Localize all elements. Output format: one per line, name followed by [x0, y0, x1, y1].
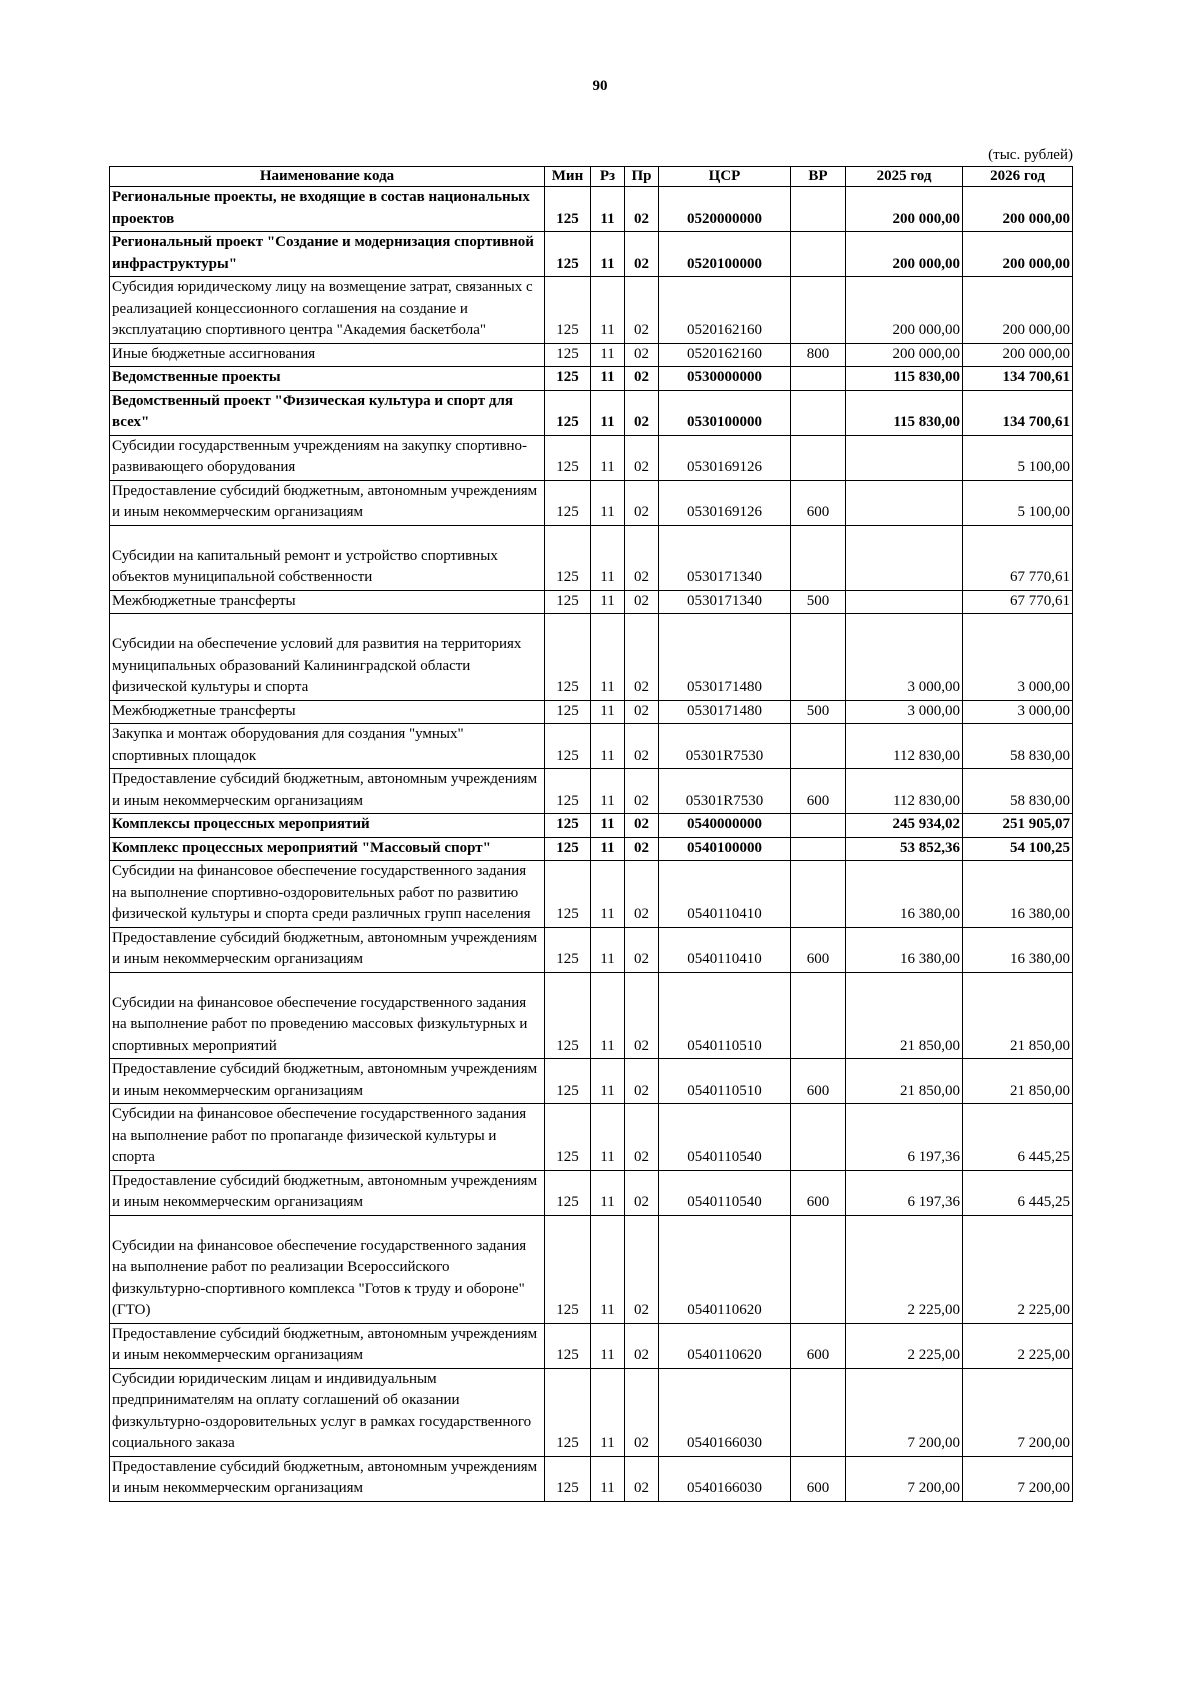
cell-rz: 11 — [591, 343, 625, 367]
cell-csr: 0530171340 — [659, 590, 791, 614]
cell-2026: 251 905,07 — [963, 814, 1073, 838]
cell-pr: 02 — [625, 187, 659, 232]
cell-rz: 11 — [591, 1215, 625, 1323]
header-2025: 2025 год — [846, 167, 963, 187]
cell-2026: 134 700,61 — [963, 367, 1073, 391]
cell-rz: 11 — [591, 1368, 625, 1456]
cell-2026: 2 225,00 — [963, 1323, 1073, 1368]
table-row — [110, 1323, 1073, 1368]
cell-2025 — [846, 525, 963, 590]
cell-csr: 0530100000 — [659, 390, 791, 435]
cell-rz: 11 — [591, 1456, 625, 1501]
cell-2026: 21 850,00 — [963, 972, 1073, 1059]
cell-pr: 02 — [625, 1104, 659, 1171]
cell-2025 — [846, 480, 963, 525]
cell-name: Региональный проект "Создание и модернизация спортивной инфраструктуры" — [110, 232, 545, 277]
cell-2026: 58 830,00 — [963, 724, 1073, 769]
cell-min: 125 — [545, 367, 591, 391]
cell-vr: 500 — [791, 700, 846, 724]
table-row — [110, 480, 1073, 525]
cell-vr: 600 — [791, 1059, 846, 1104]
cell-pr: 02 — [625, 861, 659, 928]
cell-name: Субсидии на финансовое обеспечение государственного задания на выполнение работ по пропаганде физической культуры и спорта — [110, 1104, 545, 1171]
cell-rz: 11 — [591, 1323, 625, 1368]
cell-min: 125 — [545, 837, 591, 861]
cell-2025: 3 000,00 — [846, 614, 963, 701]
cell-name: Субсидии на обеспечение условий для развития на территориях муниципальных образований Калининградской области физической культуры и спорта — [110, 614, 545, 701]
cell-2025 — [846, 590, 963, 614]
cell-pr: 02 — [625, 525, 659, 590]
cell-2026: 5 100,00 — [963, 480, 1073, 525]
cell-name: Предоставление субсидий бюджетным, автономным учреждениям и иным некоммерческим организациям — [110, 480, 545, 525]
cell-csr: 0520000000 — [659, 187, 791, 232]
cell-name: Субсидия юридическому лицу на возмещение затрат, связанных с реализацией концессионного соглашения на создание и эксплуатацию спортивного центра "Академия баскетбола" — [110, 277, 545, 344]
cell-2025: 115 830,00 — [846, 390, 963, 435]
cell-min: 125 — [545, 861, 591, 928]
cell-2026: 21 850,00 — [963, 1059, 1073, 1104]
cell-pr: 02 — [625, 232, 659, 277]
cell-2025: 200 000,00 — [846, 232, 963, 277]
cell-2025: 200 000,00 — [846, 343, 963, 367]
header-pr: Пр — [625, 167, 659, 187]
table-row — [110, 277, 1073, 344]
cell-name: Ведомственные проекты — [110, 367, 545, 391]
cell-rz: 11 — [591, 1059, 625, 1104]
cell-rz: 11 — [591, 769, 625, 814]
cell-2026: 3 000,00 — [963, 700, 1073, 724]
cell-pr: 02 — [625, 814, 659, 838]
cell-csr: 05301R7530 — [659, 769, 791, 814]
cell-vr — [791, 972, 846, 1059]
cell-rz: 11 — [591, 814, 625, 838]
cell-min: 125 — [545, 435, 591, 480]
cell-rz: 11 — [591, 277, 625, 344]
cell-2025: 200 000,00 — [846, 277, 963, 344]
cell-min: 125 — [545, 814, 591, 838]
cell-vr: 600 — [791, 927, 846, 972]
cell-2025: 112 830,00 — [846, 724, 963, 769]
cell-2026: 200 000,00 — [963, 232, 1073, 277]
cell-vr: 600 — [791, 769, 846, 814]
cell-name: Субсидии на финансовое обеспечение государственного задания на выполнение спортивно-оздоровительных работ по развитию физической культуры и спорта среди различных групп населения — [110, 861, 545, 928]
units-label: (тыс. рублей) — [988, 147, 1073, 163]
cell-rz: 11 — [591, 390, 625, 435]
cell-csr: 0540110620 — [659, 1215, 791, 1323]
cell-min: 125 — [545, 277, 591, 344]
table-row — [110, 1059, 1073, 1104]
cell-csr: 0530000000 — [659, 367, 791, 391]
table-row — [110, 1368, 1073, 1456]
cell-min: 125 — [545, 769, 591, 814]
cell-csr: 0530169126 — [659, 435, 791, 480]
cell-2025: 21 850,00 — [846, 1059, 963, 1104]
cell-vr — [791, 724, 846, 769]
cell-min: 125 — [545, 1170, 591, 1215]
cell-2026: 58 830,00 — [963, 769, 1073, 814]
cell-2026: 134 700,61 — [963, 390, 1073, 435]
cell-vr: 600 — [791, 1323, 846, 1368]
table-header-row — [110, 167, 1073, 187]
cell-2026: 6 445,25 — [963, 1104, 1073, 1171]
cell-pr: 02 — [625, 1456, 659, 1501]
table-row — [110, 927, 1073, 972]
cell-csr: 0540100000 — [659, 837, 791, 861]
cell-pr: 02 — [625, 724, 659, 769]
cell-2026: 5 100,00 — [963, 435, 1073, 480]
cell-min: 125 — [545, 187, 591, 232]
cell-vr — [791, 1368, 846, 1456]
cell-name: Субсидии на капитальный ремонт и устройство спортивных объектов муниципальной собственности — [110, 525, 545, 590]
cell-pr: 02 — [625, 1323, 659, 1368]
cell-vr — [791, 861, 846, 928]
cell-vr: 600 — [791, 480, 846, 525]
cell-name: Субсидии государственным учреждениям на закупку спортивно-развивающего оборудования — [110, 435, 545, 480]
cell-name: Предоставление субсидий бюджетным, автономным учреждениям и иным некоммерческим организациям — [110, 1456, 545, 1501]
header-rz: Рз — [591, 167, 625, 187]
table-row — [110, 390, 1073, 435]
cell-csr: 0530171340 — [659, 525, 791, 590]
cell-min: 125 — [545, 927, 591, 972]
cell-2026: 16 380,00 — [963, 927, 1073, 972]
cell-name: Закупка и монтаж оборудования для создания "умных" спортивных площадок — [110, 724, 545, 769]
cell-vr — [791, 814, 846, 838]
cell-csr: 0520162160 — [659, 343, 791, 367]
cell-2025: 2 225,00 — [846, 1215, 963, 1323]
cell-2026: 6 445,25 — [963, 1170, 1073, 1215]
table-row — [110, 1104, 1073, 1171]
page-number: 90 — [592, 78, 608, 94]
header-vr: ВР — [791, 167, 846, 187]
table-row — [110, 724, 1073, 769]
table-row — [110, 343, 1073, 367]
budget-table — [109, 166, 1073, 1502]
cell-csr: 0540110620 — [659, 1323, 791, 1368]
cell-name: Предоставление субсидий бюджетным, автономным учреждениям и иным некоммерческим организациям — [110, 927, 545, 972]
cell-vr — [791, 1215, 846, 1323]
cell-name: Субсидии на финансовое обеспечение государственного задания на выполнение работ по реализации Всероссийского физкультурно-спортивного комплекса "Готов к труду и обороне" (ГТО) — [110, 1215, 545, 1323]
cell-2025: 2 225,00 — [846, 1323, 963, 1368]
cell-rz: 11 — [591, 1104, 625, 1171]
header-2026: 2026 год — [963, 167, 1073, 187]
cell-min: 125 — [545, 343, 591, 367]
table-row — [110, 1215, 1073, 1323]
cell-pr: 02 — [625, 1215, 659, 1323]
cell-2025: 21 850,00 — [846, 972, 963, 1059]
cell-vr — [791, 435, 846, 480]
cell-csr: 0540110510 — [659, 1059, 791, 1104]
table-row — [110, 837, 1073, 861]
cell-2026: 7 200,00 — [963, 1368, 1073, 1456]
cell-vr — [791, 614, 846, 701]
cell-name: Предоставление субсидий бюджетным, автономным учреждениям и иным некоммерческим организациям — [110, 1059, 545, 1104]
cell-min: 125 — [545, 972, 591, 1059]
table-row — [110, 525, 1073, 590]
cell-csr: 0530171480 — [659, 614, 791, 701]
cell-vr: 500 — [791, 590, 846, 614]
cell-vr — [791, 390, 846, 435]
cell-min: 125 — [545, 1215, 591, 1323]
cell-csr: 0540166030 — [659, 1368, 791, 1456]
cell-name: Предоставление субсидий бюджетным, автономным учреждениям и иным некоммерческим организациям — [110, 1323, 545, 1368]
cell-rz: 11 — [591, 232, 625, 277]
cell-vr: 600 — [791, 1456, 846, 1501]
cell-pr: 02 — [625, 480, 659, 525]
cell-pr: 02 — [625, 435, 659, 480]
cell-2026: 200 000,00 — [963, 343, 1073, 367]
cell-pr: 02 — [625, 590, 659, 614]
header-name: Наименование кода — [110, 167, 545, 187]
table-row — [110, 700, 1073, 724]
cell-pr: 02 — [625, 367, 659, 391]
cell-pr: 02 — [625, 390, 659, 435]
cell-rz: 11 — [591, 837, 625, 861]
cell-rz: 11 — [591, 367, 625, 391]
cell-csr: 05301R7530 — [659, 724, 791, 769]
cell-name: Межбюджетные трансферты — [110, 700, 545, 724]
cell-pr: 02 — [625, 277, 659, 344]
cell-pr: 02 — [625, 1170, 659, 1215]
cell-pr: 02 — [625, 343, 659, 367]
cell-2026: 200 000,00 — [963, 277, 1073, 344]
cell-rz: 11 — [591, 614, 625, 701]
cell-2026: 3 000,00 — [963, 614, 1073, 701]
cell-name: Ведомственный проект "Физическая культура и спорт для всех" — [110, 390, 545, 435]
cell-2025: 16 380,00 — [846, 927, 963, 972]
table-row — [110, 972, 1073, 1059]
cell-name: Комплекс процессных мероприятий "Массовый спорт" — [110, 837, 545, 861]
cell-rz: 11 — [591, 1170, 625, 1215]
cell-min: 125 — [545, 232, 591, 277]
cell-pr: 02 — [625, 614, 659, 701]
cell-csr: 0540110410 — [659, 861, 791, 928]
cell-name: Предоставление субсидий бюджетным, автономным учреждениям и иным некоммерческим организациям — [110, 769, 545, 814]
cell-2025: 7 200,00 — [846, 1456, 963, 1501]
table-row — [110, 232, 1073, 277]
cell-2025: 3 000,00 — [846, 700, 963, 724]
cell-2026: 16 380,00 — [963, 861, 1073, 928]
cell-rz: 11 — [591, 927, 625, 972]
cell-min: 125 — [545, 480, 591, 525]
cell-vr — [791, 277, 846, 344]
cell-name: Межбюджетные трансферты — [110, 590, 545, 614]
cell-pr: 02 — [625, 972, 659, 1059]
cell-rz: 11 — [591, 724, 625, 769]
cell-csr: 0530169126 — [659, 480, 791, 525]
cell-csr: 0540110510 — [659, 972, 791, 1059]
cell-rz: 11 — [591, 187, 625, 232]
header-csr: ЦСР — [659, 167, 791, 187]
cell-rz: 11 — [591, 480, 625, 525]
cell-vr — [791, 187, 846, 232]
cell-min: 125 — [545, 1323, 591, 1368]
table-row — [110, 367, 1073, 391]
cell-pr: 02 — [625, 1368, 659, 1456]
cell-2025 — [846, 435, 963, 480]
cell-min: 125 — [545, 1104, 591, 1171]
cell-2025: 6 197,36 — [846, 1104, 963, 1171]
cell-rz: 11 — [591, 700, 625, 724]
table-body — [110, 187, 1073, 1502]
table-row — [110, 590, 1073, 614]
cell-rz: 11 — [591, 435, 625, 480]
cell-min: 125 — [545, 1368, 591, 1456]
cell-2025: 53 852,36 — [846, 837, 963, 861]
cell-min: 125 — [545, 700, 591, 724]
cell-2026: 54 100,25 — [963, 837, 1073, 861]
cell-name: Региональные проекты, не входящие в состав национальных проектов — [110, 187, 545, 232]
cell-name: Иные бюджетные ассигнования — [110, 343, 545, 367]
cell-2026: 2 225,00 — [963, 1215, 1073, 1323]
table-row — [110, 1170, 1073, 1215]
cell-rz: 11 — [591, 972, 625, 1059]
cell-min: 125 — [545, 614, 591, 701]
cell-csr: 0530171480 — [659, 700, 791, 724]
cell-min: 125 — [545, 390, 591, 435]
table-row — [110, 435, 1073, 480]
cell-vr — [791, 525, 846, 590]
cell-min: 125 — [545, 724, 591, 769]
cell-vr: 600 — [791, 1170, 846, 1215]
cell-rz: 11 — [591, 525, 625, 590]
cell-min: 125 — [545, 1456, 591, 1501]
cell-2026: 7 200,00 — [963, 1456, 1073, 1501]
cell-rz: 11 — [591, 861, 625, 928]
cell-2025: 16 380,00 — [846, 861, 963, 928]
cell-2025: 115 830,00 — [846, 367, 963, 391]
cell-csr: 0520162160 — [659, 277, 791, 344]
cell-2025: 200 000,00 — [846, 187, 963, 232]
cell-pr: 02 — [625, 837, 659, 861]
header-min: Мин — [545, 167, 591, 187]
cell-2025: 7 200,00 — [846, 1368, 963, 1456]
cell-2025: 112 830,00 — [846, 769, 963, 814]
cell-min: 125 — [545, 525, 591, 590]
cell-vr — [791, 837, 846, 861]
cell-csr: 0520100000 — [659, 232, 791, 277]
cell-2026: 67 770,61 — [963, 525, 1073, 590]
cell-vr — [791, 1104, 846, 1171]
cell-2025: 6 197,36 — [846, 1170, 963, 1215]
cell-csr: 0540110410 — [659, 927, 791, 972]
cell-rz: 11 — [591, 590, 625, 614]
cell-csr: 0540110540 — [659, 1170, 791, 1215]
cell-csr: 0540166030 — [659, 1456, 791, 1501]
table-row — [110, 814, 1073, 838]
cell-name: Предоставление субсидий бюджетным, автономным учреждениям и иным некоммерческим организациям — [110, 1170, 545, 1215]
cell-vr: 800 — [791, 343, 846, 367]
cell-pr: 02 — [625, 1059, 659, 1104]
cell-min: 125 — [545, 1059, 591, 1104]
table-row — [110, 614, 1073, 701]
table-row — [110, 1456, 1073, 1501]
cell-pr: 02 — [625, 927, 659, 972]
cell-pr: 02 — [625, 769, 659, 814]
table-row — [110, 861, 1073, 928]
cell-vr — [791, 232, 846, 277]
cell-csr: 0540110540 — [659, 1104, 791, 1171]
table-row — [110, 187, 1073, 232]
cell-2026: 200 000,00 — [963, 187, 1073, 232]
table-row — [110, 769, 1073, 814]
cell-pr: 02 — [625, 700, 659, 724]
cell-2025: 245 934,02 — [846, 814, 963, 838]
cell-name: Субсидии на финансовое обеспечение государственного задания на выполнение работ по проведению массовых физкультурных и спортивных мероприятий — [110, 972, 545, 1059]
cell-name: Комплексы процессных мероприятий — [110, 814, 545, 838]
cell-csr: 0540000000 — [659, 814, 791, 838]
cell-name: Субсидии юридическим лицам и индивидуальным предпринимателям на оплату соглашений об оказании физкультурно-оздоровительных услуг в рамках государственного социального заказа — [110, 1368, 545, 1456]
cell-2026: 67 770,61 — [963, 590, 1073, 614]
cell-min: 125 — [545, 590, 591, 614]
cell-vr — [791, 367, 846, 391]
